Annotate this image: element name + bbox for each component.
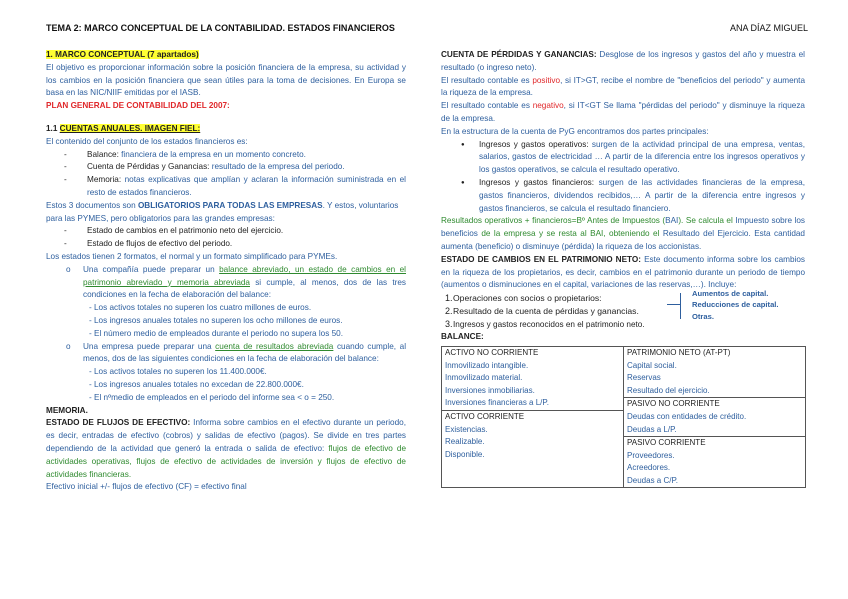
balance-item: Resultado del ejercicio. bbox=[627, 385, 710, 395]
pyg-parts-intro: En la estructura de la cuenta de PyG encontramos dos partes principales: bbox=[441, 126, 709, 136]
cuenta-desc: notas explicativas que amplían y aclaran la información suministrada en el resto de estados financieros. bbox=[87, 175, 406, 197]
capital-changes-list bbox=[692, 288, 779, 322]
balance-item: Inmovilizado material. bbox=[445, 373, 523, 383]
condition-item: - Los activos totales no superen los 11.400.000€. bbox=[89, 367, 267, 377]
section-1-heading: 1. MARCO CONCEPTUAL (7 apartados) bbox=[46, 50, 199, 59]
ecpn-item: 2. Resultado de la cuenta de pérdidas y ganancias. bbox=[445, 306, 639, 317]
condition-item: - Los ingresos anuales totales no excedan de 22.800.000€. bbox=[89, 379, 304, 389]
section-1-text: El objetivo es proporcionar información sobre la posición financiera de la empresa, su actividad y los cambios en la posición financiera que sean útiles para la toma de decisiones. En Europa se basa en las NIC/NIIF emitidas por el IASB. bbox=[46, 62, 406, 98]
arrow-line bbox=[667, 304, 680, 305]
flujos-efectivo-text: ESTADO DE FLUJOS DE EFECTIVO: Informa sobre cambios en el efectivo durante un periodo, es decir, entradas de efectivo (cobros) y salidas de efectivo (pagos). Se divide en tres partes dependiendo de la actividad que generó la entrada o salida de efectivo: flujos de efectivo de actividades operativas, flujos de efectivo de actividades de inversión y flujos de efectivo de actividades financieras. bbox=[46, 418, 406, 479]
cuenta-label: Cuenta de Pérdidas y Ganancias: bbox=[87, 162, 210, 172]
pasivo-no-corriente-title: PASIVO NO CORRIENTE bbox=[627, 399, 720, 409]
balance-item: Deudas a C/P. bbox=[627, 475, 678, 485]
pyg-part-label: Ingresos y gastos financieros: bbox=[479, 177, 595, 187]
condition-item: - Los activos totales no superen los cuatro millones de euros. bbox=[89, 303, 312, 313]
resultado-positivo-text: El resultado contable es positivo, si IT>GT, recibe el nombre de "beneficios del periodo" y aumenta la riqueza de la empresa. bbox=[441, 75, 805, 98]
ecpn-item: 1. Operaciones con socios o propietarios: bbox=[445, 293, 602, 304]
efectivo-formula: Efectivo inicial +/- flujos de efectivo (CF) = efectivo final bbox=[46, 482, 247, 492]
format-2-item: o Una empresa puede preparar una cuenta de resultados abreviada cuando cumple, al menos, dos de las siguientes condiciones en la fecha de elaboración del balance: bbox=[46, 341, 406, 367]
balance-table bbox=[441, 346, 806, 489]
balance-item: Inmovilizado intangible. bbox=[445, 360, 529, 370]
balance-item: Realizable. bbox=[445, 437, 485, 447]
cuenta-item bbox=[46, 174, 406, 200]
ecpn-item: 3. Ingresos y gastos reconocidos en el patrimonio neto. bbox=[445, 319, 645, 330]
capital-change-item: Reducciones de capital. bbox=[692, 300, 779, 310]
balance-item: Acreedores. bbox=[627, 463, 671, 473]
obligatorios-list bbox=[46, 225, 406, 251]
brace bbox=[680, 293, 689, 319]
capital-change-item: Aumentos de capital. bbox=[692, 289, 769, 299]
balance-item: Reservas bbox=[627, 373, 661, 383]
format-2-conditions bbox=[46, 366, 406, 404]
balance-item: Capital social. bbox=[627, 360, 677, 370]
bai-text: Resultados operativos + financieros=Bº Antes de Impuestos (BAI). Se calcula el Impuesto sobre los beneficios de la empresa y se resta al BAI, obteniendo el Resultado del Ejercicio. Esta cantidad aumenta (beneficio) o disminuye (pérdida) la riqueza de los accionistas. bbox=[441, 216, 805, 251]
balance-item: Inversiones financieras a L/P. bbox=[445, 398, 549, 408]
section-1-1-intro: El contenido del conjunto de los estados financieros es: bbox=[46, 136, 248, 146]
pgc-heading: PLAN GENERAL DE CONTABILIDAD DEL 2007: bbox=[46, 101, 230, 111]
ecpn-text: ESTADO DE CAMBIOS EN EL PATRIMONIO NETO: Este documento informa sobre los cambios en la riqueza de los propietarios, es decir, cambios en el patrimonio durante un periodo de tiempo (aumentos o disminuciones en el capital, variaciones de las reservas,…). Incluye: bbox=[441, 254, 806, 290]
condition-item: - El número medio de empleados durante el periodo no supera los 50. bbox=[89, 328, 343, 338]
balance-item: Deudas con entidades de crédito. bbox=[627, 411, 747, 421]
balance-item: Deudas a L/P. bbox=[627, 424, 677, 434]
format-1-item: o Una compañía puede preparar un balance abreviado, un estado de cambios en el patrimonio abreviado y memoria abreviada si cumple, al menos, dos de las tres condiciones en la fecha de elaboración del balance: bbox=[46, 264, 406, 302]
pyg-part-label: Ingresos y gastos operativos: bbox=[479, 139, 589, 149]
capital-change-item: Otras. bbox=[692, 311, 714, 321]
left-column bbox=[46, 49, 406, 494]
document-title: TEMA 2: MARCO CONCEPTUAL DE LA CONTABILIDAD. ESTADOS FINANCIEROS bbox=[46, 23, 395, 33]
formats-text: Los estados tienen 2 formatos, el normal y un formato simplificado para PYMEs. bbox=[46, 251, 338, 261]
resultado-negativo-text: El resultado contable es negativo, si IT<GT Se llama "pérdidas del periodo" y disminuye la riqueza de la empresa. bbox=[441, 101, 805, 123]
balance-item: Existencias. bbox=[445, 424, 488, 434]
cuenta-item bbox=[46, 161, 406, 174]
patrimonio-neto-cell bbox=[624, 346, 806, 397]
pasivo-no-corriente-cell bbox=[624, 398, 806, 437]
activo-no-corriente-cell bbox=[442, 346, 624, 410]
balance-item: Inversiones inmobiliarias. bbox=[445, 385, 535, 395]
balance-heading: BALANCE: bbox=[441, 332, 484, 342]
pyg-text: CUENTA DE PÉRDIDAS Y GANANCIAS: Desglose de los ingresos y gastos del año y muestra el resultado (o ingreso neto). bbox=[441, 50, 805, 72]
activo-no-corriente-title: ACTIVO NO CORRIENTE bbox=[445, 347, 539, 357]
obligatorio-item: - Estado de cambios en el patrimonio neto del ejercicio. bbox=[46, 225, 406, 238]
cuenta-desc: resultado de la empresa del periodo. bbox=[209, 162, 345, 172]
pyg-part-desc: surgen de las actividades financieras de la empresa, gastos financieros, dividendos recibidos,… A partir de la diferencia entre ingresos y gastos financieros, se calcula el resultado financiero. bbox=[479, 177, 805, 213]
pyg-part-item bbox=[441, 177, 805, 215]
cuenta-desc: financiera de la empresa en un momento concreto. bbox=[118, 149, 306, 159]
patrimonio-neto-title: PATRIMONIO NETO (AT-PT) bbox=[627, 347, 731, 357]
cuenta-label: Balance: bbox=[87, 149, 119, 159]
ecpn-list bbox=[441, 289, 805, 331]
pyg-parts-list bbox=[441, 139, 805, 216]
balance-item: Disponible. bbox=[445, 449, 485, 459]
condition-item: - El nºmedio de empleados en el periodo del informe sea < o = 250. bbox=[89, 392, 335, 402]
pasivo-corriente-title: PASIVO CORRIENTE bbox=[627, 438, 706, 448]
cuenta-label: Memoria: bbox=[87, 175, 122, 185]
format-1-conditions bbox=[46, 302, 406, 340]
cuentas-list bbox=[46, 149, 406, 200]
obligatorio-item: - Estado de flujos de efectivo del periodo. bbox=[46, 238, 406, 251]
pyg-part-item bbox=[441, 139, 805, 177]
obligatorios-text: Estos 3 documentos son OBLIGATORIOS PARA TODAS LAS EMPRESAS. Y estos, voluntarios para las PYMES, pero obligatorios para las grandes empresas: bbox=[46, 200, 399, 223]
pyg-part-desc: surgen de la actividad principal de una empresa, ventas, salarios, gastos de electricidad … A partir de la diferencia entre los ingresos operativos y los gastos operativos, se calcula el resultado operativo. bbox=[479, 139, 806, 175]
activo-corriente-cell bbox=[442, 410, 624, 488]
memoria-heading: MEMORIA. bbox=[46, 405, 88, 415]
author-name: ANA DÍAZ MIGUEL bbox=[729, 23, 808, 33]
right-column bbox=[441, 49, 805, 488]
condition-item: - Los ingresos anuales totales no superen los ocho millones de euros. bbox=[89, 315, 343, 325]
balance-item: Proveedores. bbox=[627, 450, 675, 460]
section-1-1-heading: 1.1 CUENTAS ANUALES. IMAGEN FIEL: bbox=[46, 123, 201, 133]
pasivo-corriente-cell bbox=[624, 437, 806, 488]
cuenta-item bbox=[46, 149, 406, 162]
activo-corriente-title: ACTIVO CORRIENTE bbox=[445, 411, 525, 421]
